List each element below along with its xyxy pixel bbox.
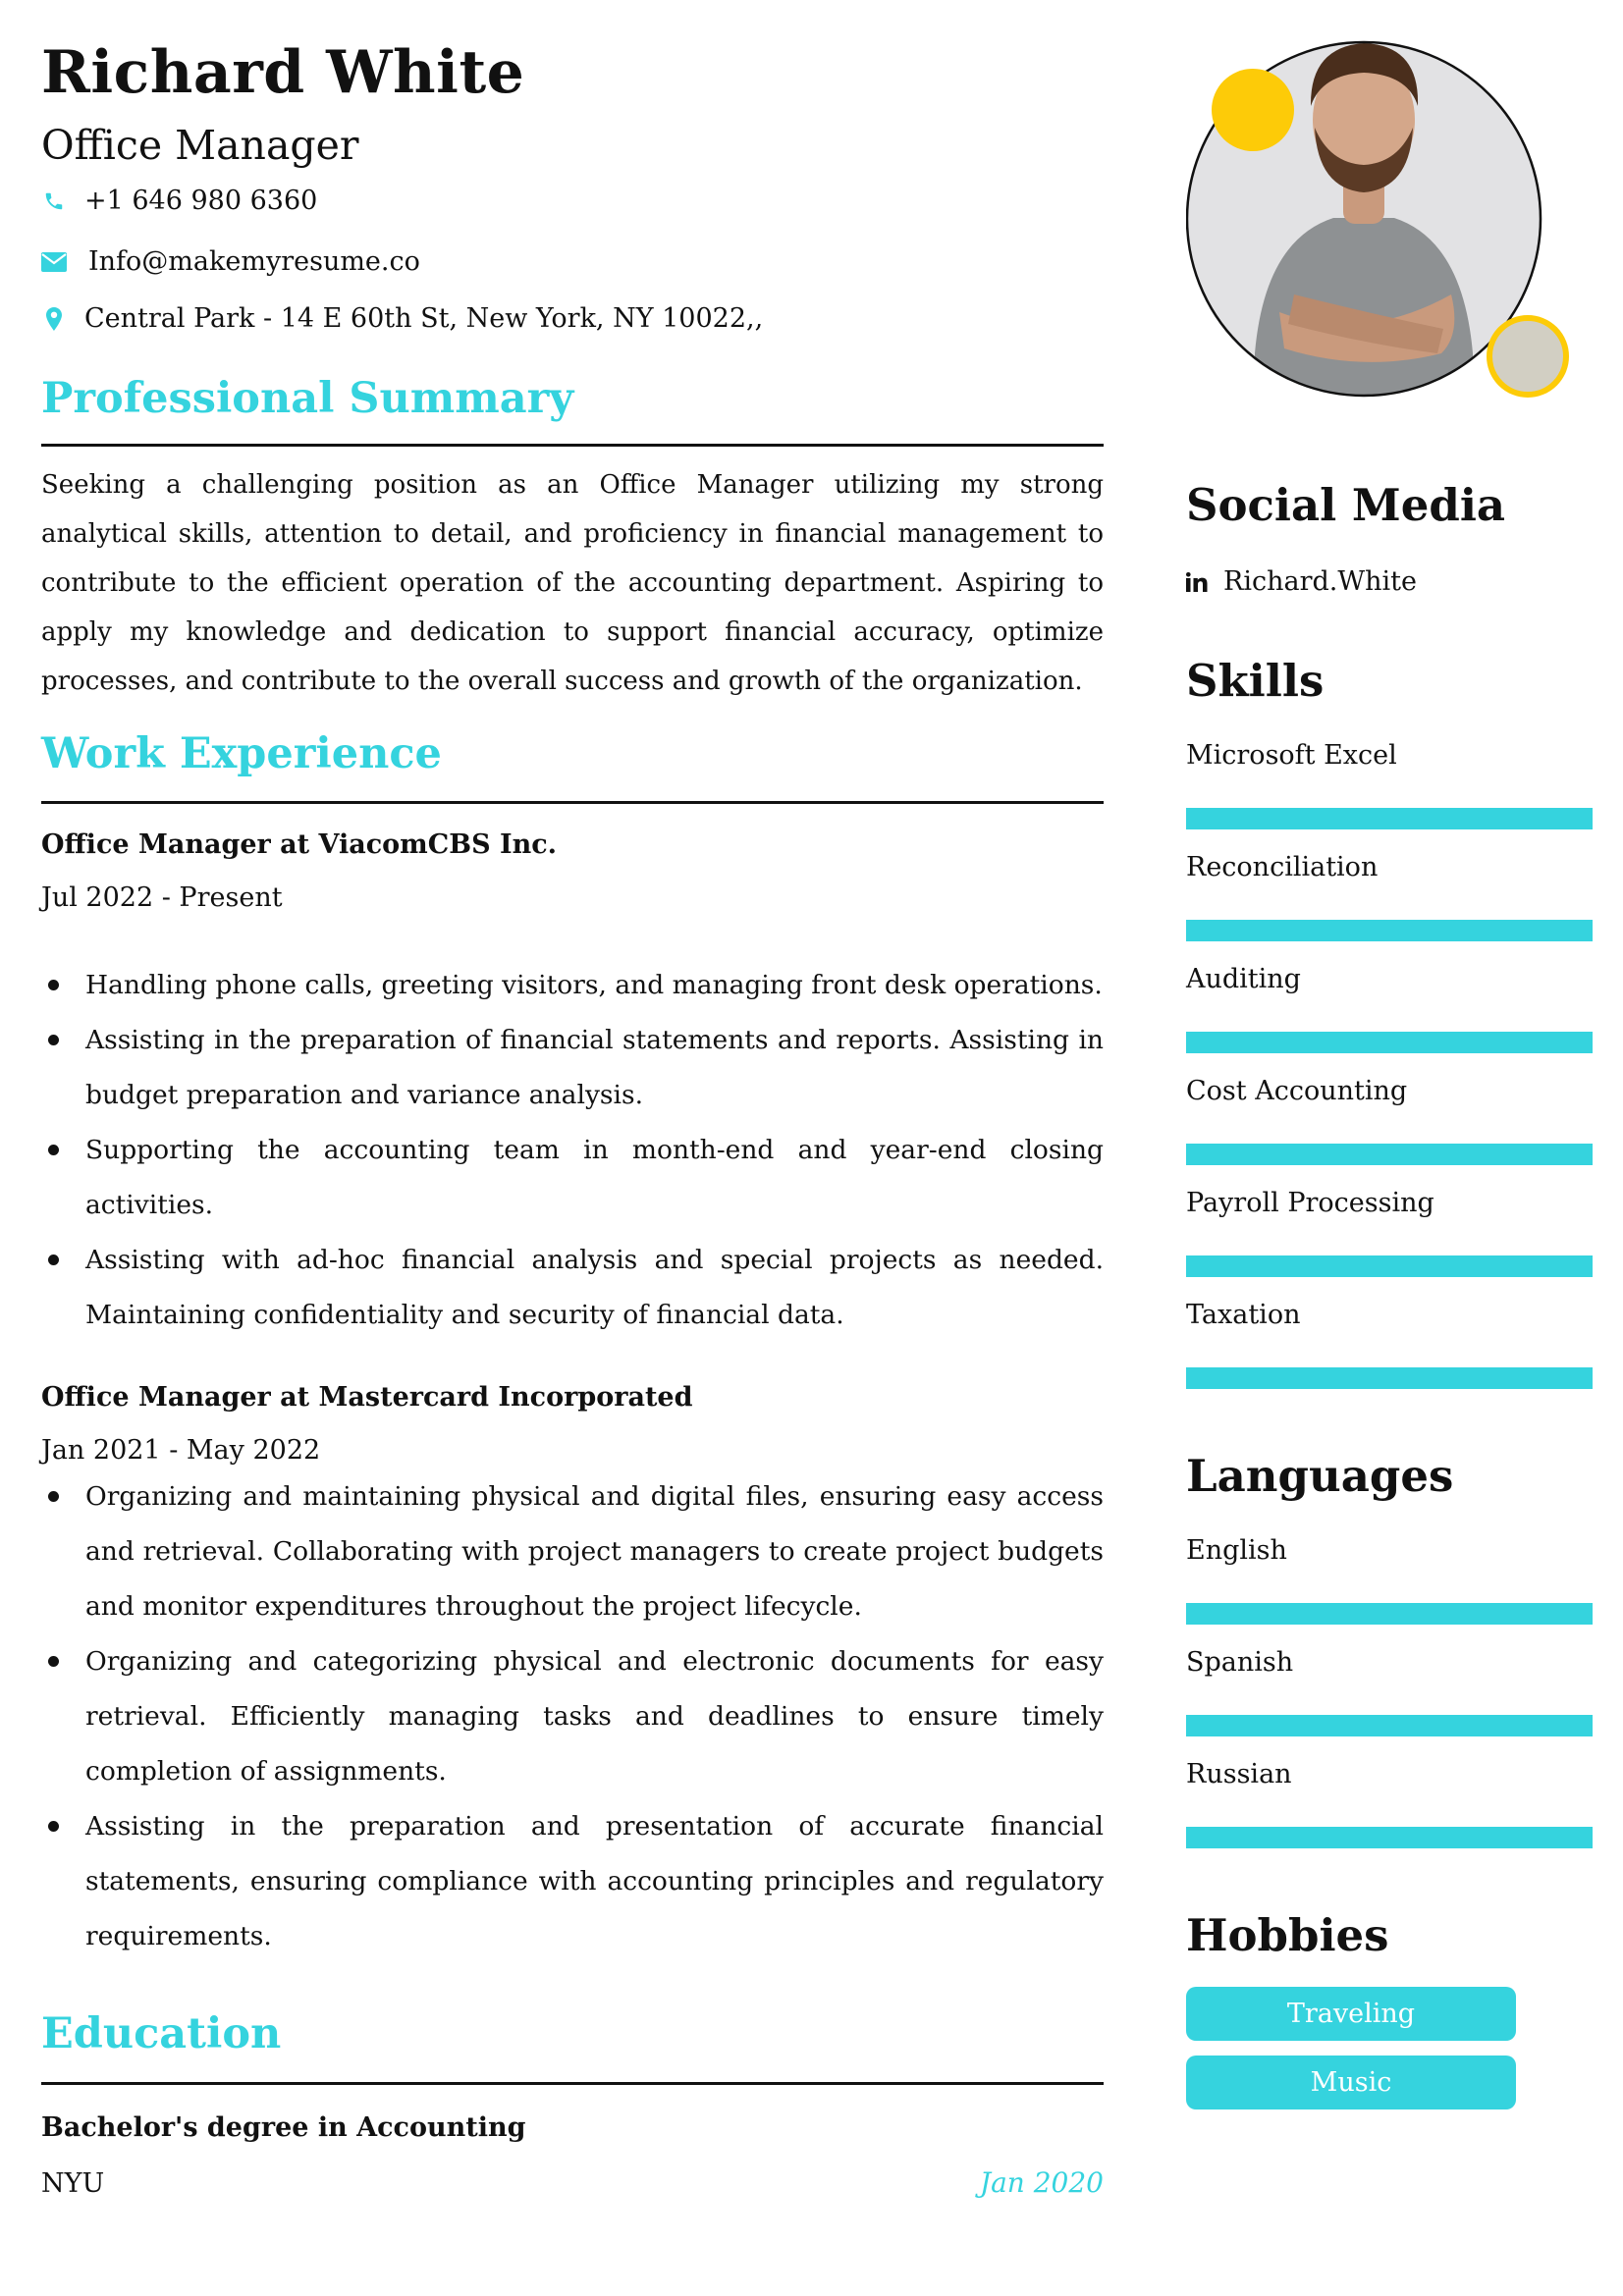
hobby-badge: Traveling [1186,1987,1516,2041]
address-text: Central Park - 14 E 60th St, New York, NY 10022,, [84,303,764,335]
language-label: English [1186,1535,1287,1566]
skills-heading: Skills [1186,655,1325,707]
skill-bar [1186,920,1593,941]
avatar [1186,0,1593,412]
list-item: Assisting with ad-hoc financial analysis and special projects as needed. Maintaining confidentiality and security of financial data. [41,1233,1104,1343]
skill-label: Auditing [1186,964,1301,994]
address-row [41,303,1104,334]
skill-bar [1186,1367,1593,1389]
languages-list [1186,1535,1593,1848]
job-1-bullets [41,958,1104,1343]
list-item: Organizing and maintaining physical and digital files, ensuring easy access and retrieval. Collaborating with project managers to create project budgets and monitor expenditures throughout the project lifecycle. [41,1469,1104,1634]
job-title: Office Manager [41,122,359,169]
job-2-bullets [41,1469,1104,1964]
linkedin-row[interactable] [1186,566,1593,597]
hobbies-heading: Hobbies [1186,1909,1389,1961]
skill-label: Reconciliation [1186,852,1379,882]
list-item: Assisting in the preparation of financial statements and reports. Assisting in budget preparation and variance analysis. [41,1013,1104,1123]
education-heading: Education [41,2009,282,2059]
map-pin-icon [41,306,67,332]
linkedin-icon [1186,572,1208,592]
work-divider [41,801,1104,804]
phone-row [41,186,1104,216]
person-name: Richard White [41,38,525,107]
job-1-dates: Jul 2022 - Present [41,882,283,914]
skill-label: Microsoft Excel [1186,740,1397,771]
job-1-title: Office Manager at ViacomCBS Inc. [41,829,558,861]
phone-icon [41,188,67,214]
sidebar-column [1186,0,1593,2109]
email-row [41,246,1104,277]
skill-bar [1186,1144,1593,1165]
skill-bar [1186,1255,1593,1277]
social-heading: Social Media [1186,479,1506,531]
skill-label: Taxation [1186,1300,1301,1330]
education-row [41,2166,1104,2199]
school-name: NYU [41,2168,105,2200]
skill-bar [1186,808,1593,829]
language-bar [1186,1715,1593,1736]
job-2-title: Office Manager at Mastercard Incorporated [41,1382,693,1414]
language-label: Russian [1186,1759,1292,1789]
skill-label: Payroll Processing [1186,1188,1434,1218]
main-column [41,29,1104,2199]
skills-list [1186,740,1593,1389]
list-item: Assisting in the preparation and presentation of accurate financial statements, ensuring compliance with accounting principles and regulatory requirements. [41,1799,1104,1964]
hobby-badge: Music [1186,2056,1516,2109]
education-date: Jan 2020 [979,2166,1104,2200]
linkedin-handle: Richard.White [1223,566,1417,597]
envelope-icon [41,249,67,275]
job-2-dates: Jan 2021 - May 2022 [41,1435,321,1467]
language-label: Spanish [1186,1647,1294,1678]
hobbies-list [1186,1987,1593,2109]
summary-text: Seeking a challenging position as an Office Manager utilizing my strong analytical skills, attention to detail, and proficiency in financial management to contribute to the efficient operation of the accounting department. Aspiring to apply my knowledge and dedication to support financial accuracy, optimize processes, and contribute to the overall success and growth of the organization. [41,470,1104,697]
languages-heading: Languages [1186,1450,1454,1502]
summary-heading: Professional Summary [41,374,574,424]
education-divider [41,2082,1104,2085]
language-bar [1186,1827,1593,1848]
skill-label: Cost Accounting [1186,1076,1408,1106]
list-item: Organizing and categorizing physical and electronic documents for easy retrieval. Efficiently managing tasks and deadlines to ensure timely completion of assignments. [41,1634,1104,1799]
summary-divider [41,444,1104,447]
email-text: Info@makemyresume.co [88,246,420,278]
phone-text: +1 646 980 6360 [84,186,318,217]
degree-title: Bachelor's degree in Accounting [41,2112,526,2144]
skill-bar [1186,1032,1593,1053]
list-item: Supporting the accounting team in month-end and year-end closing activities. [41,1123,1104,1233]
profile-photo-block [1186,0,1593,412]
list-item: Handling phone calls, greeting visitors, and managing front desk operations. [41,958,1104,1013]
work-heading: Work Experience [41,729,442,779]
language-bar [1186,1603,1593,1625]
